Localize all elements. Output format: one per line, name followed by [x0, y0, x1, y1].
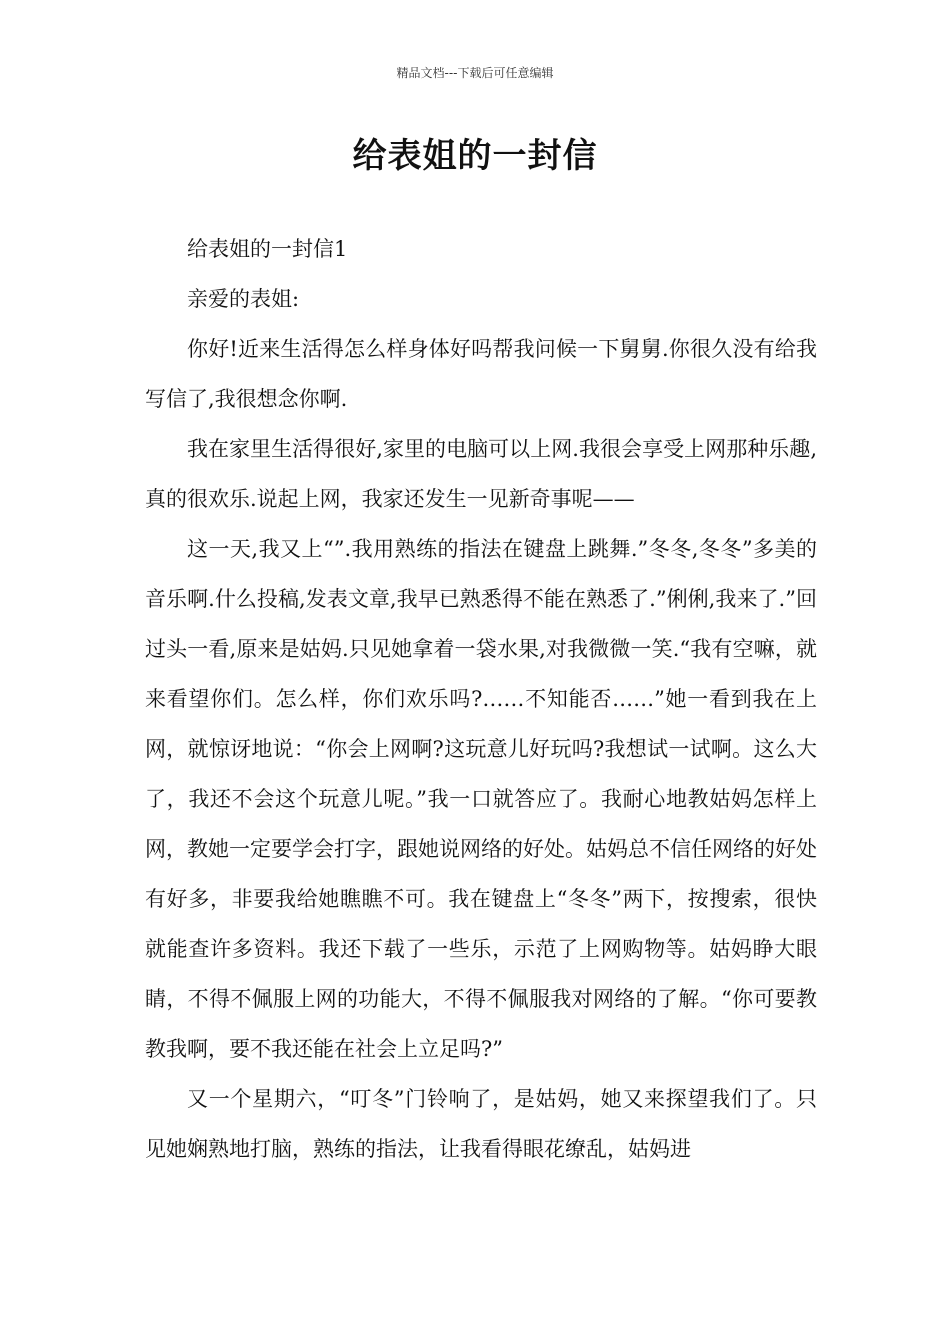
paragraph-greeting: 你好!近来生活得怎么样身体好吗帮我问候一下舅舅.你很久没有给我写信了,我很想念你啊. — [145, 337, 817, 411]
page-header-note: 精品文档---下载后可任意编辑 — [396, 66, 554, 80]
paragraph-saturday: 又一个星期六，“叮冬”门铃响了，是姑妈，她又来探望我们了。只见她娴熟地打脑，熟练的指法，让我看得眼花缭乱，姑妈进 — [145, 1087, 817, 1161]
paragraph-story: 这一天,我又上“”.我用熟练的指法在键盘上跳舞.”冬冬,冬冬”多美的音乐啊.什么投稿,发表文章,我早已熟悉得不能在熟悉了.”俐俐,我来了.”回过头一看,原来是姑妈.只见她拿着一袋水果,对我微微一笑.“我有空嘛，就来看望你们。怎么样，你们欢乐吗?……不知能否……”她一看到我在上网，就惊讶地说：“你会上网啊?这玩意儿好玩吗?我想试一试啊。这么大了，我还不会这个玩意儿呢。”我一口就答应了。我耐心地教姑妈怎样上网，教她一定要学会打字，跟她说网络的好处。姑妈总不信任网络的好处有好多，非要我给她瞧瞧不可。我在键盘上“冬冬”两下，按搜索，很快就能查许多资料。我还下载了一些乐，示范了上网购物等。姑妈睁大眼睛，不得不佩服上网的功能大，不得不佩服我对网络的了解。“你可要教教我啊，要不我还能在社会上立足吗?” — [145, 537, 817, 1061]
paragraph-home-life: 我在家里生活得很好,家里的电脑可以上网.我很会享受上网那种乐趣,真的很欢乐.说起上网，我家还发生一见新奇事呢—— — [145, 437, 817, 511]
document-body — [145, 224, 817, 1174]
paragraph-subtitle: 给表姐的一封信1 — [187, 237, 348, 261]
document-title: 给表姐的一封信 — [352, 136, 598, 176]
paragraph-salutation: 亲爱的表姐: — [187, 287, 300, 311]
